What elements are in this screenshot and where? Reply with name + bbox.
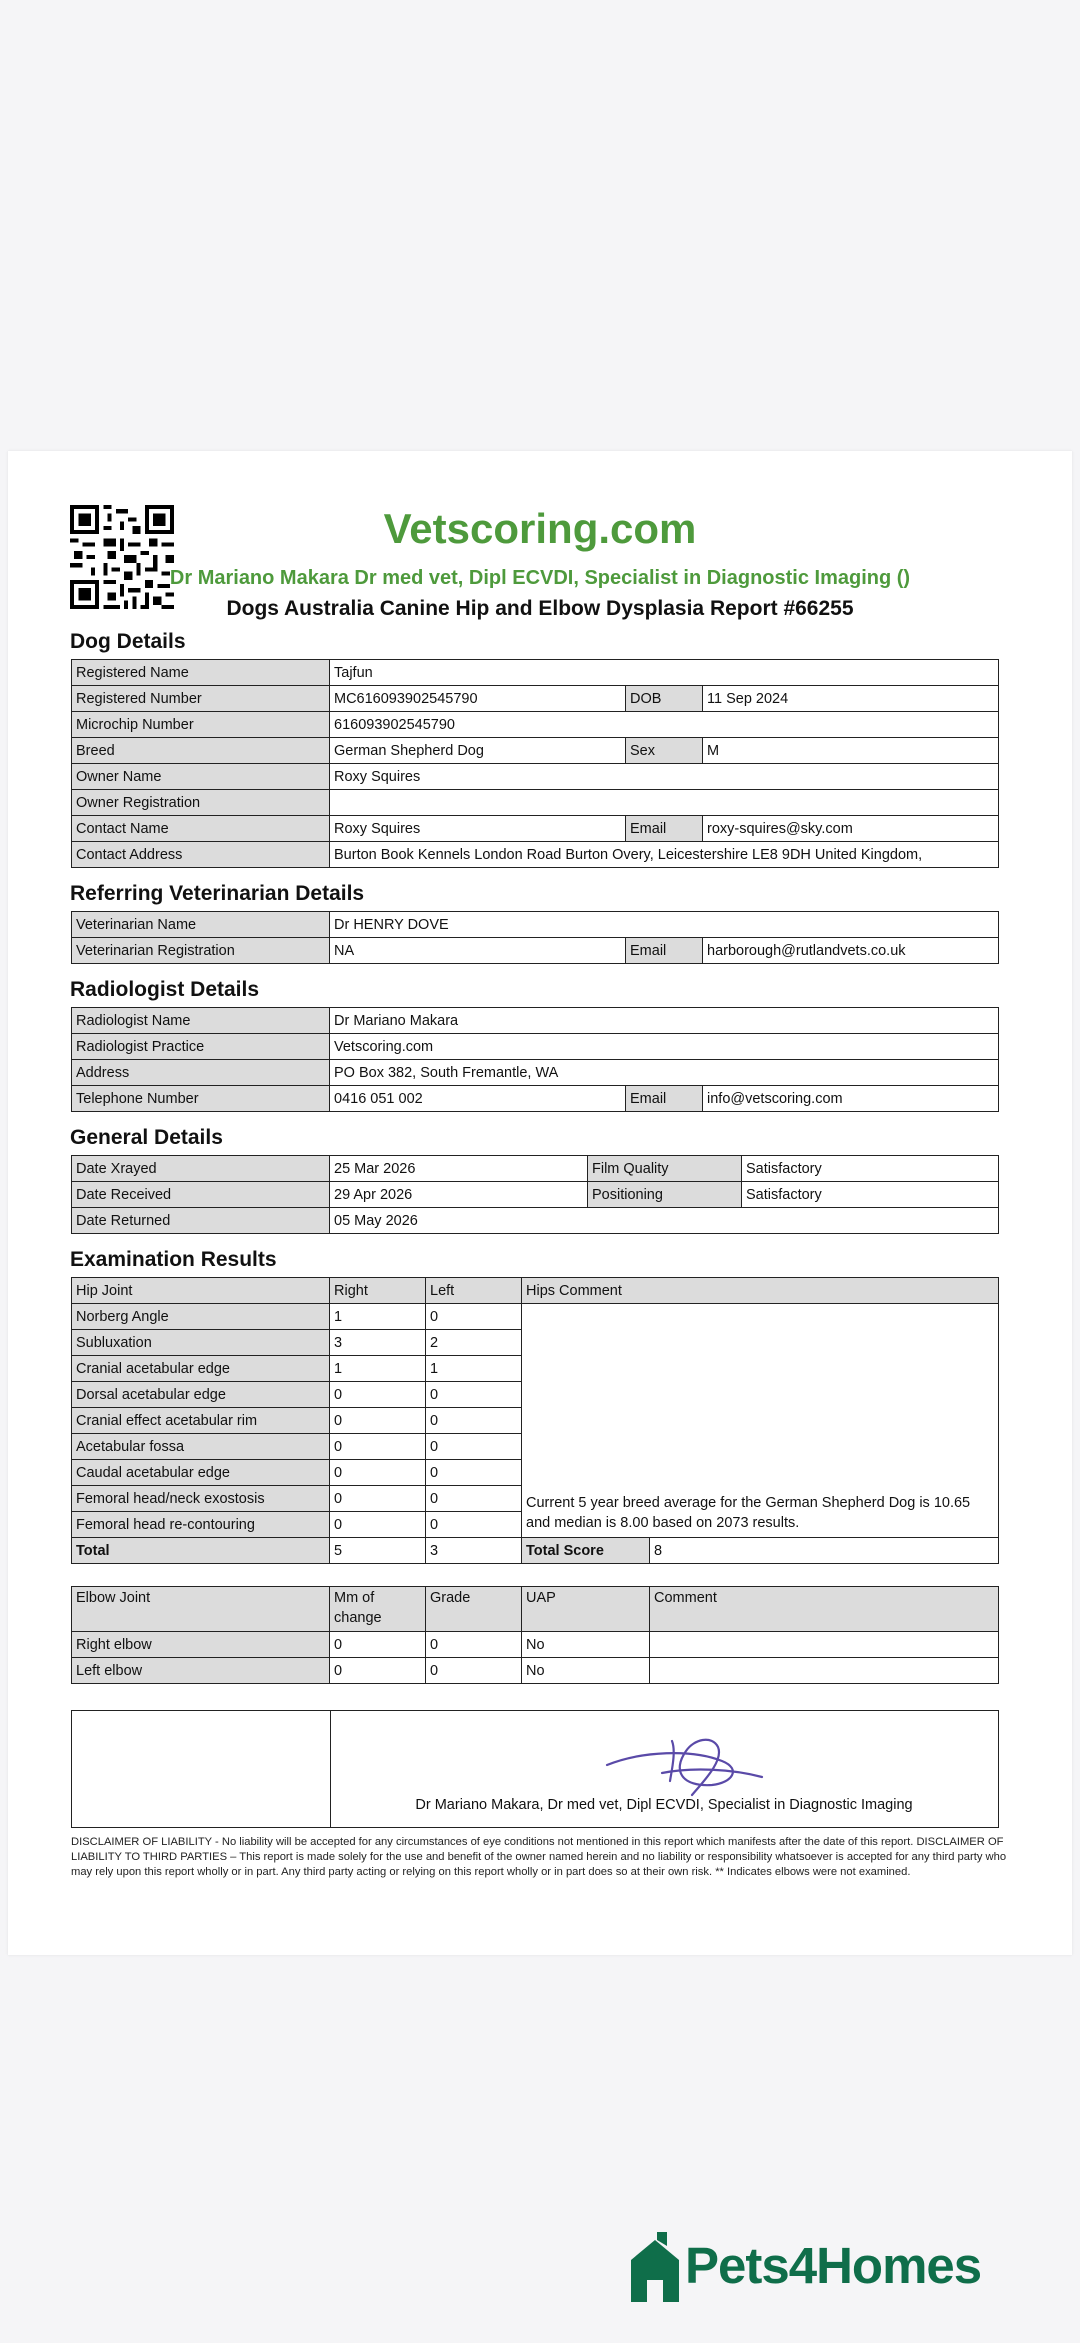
referring-vet-heading: Referring Veterinarian Details bbox=[70, 882, 365, 905]
sex-label: Sex bbox=[626, 738, 703, 764]
right-elbow-grade: 0 bbox=[426, 1632, 522, 1658]
hip-row-label: Cranial acetabular edge bbox=[72, 1356, 330, 1382]
hip-row-right: 0 bbox=[330, 1382, 426, 1408]
exam-heading: Examination Results bbox=[70, 1248, 277, 1271]
hip-row-label: Acetabular fossa bbox=[72, 1434, 330, 1460]
owner-registration-value bbox=[330, 790, 999, 816]
microchip-value: 616093902545790 bbox=[330, 712, 999, 738]
hip-row-left: 0 bbox=[426, 1460, 522, 1486]
table-row bbox=[72, 790, 999, 816]
left-elbow-comment bbox=[650, 1658, 999, 1684]
table-row bbox=[72, 686, 999, 712]
hip-row-label: Norberg Angle bbox=[72, 1304, 330, 1330]
owner-registration-label: Owner Registration bbox=[72, 790, 330, 816]
breed-label: Breed bbox=[72, 738, 330, 764]
table-row bbox=[72, 764, 999, 790]
hip-row-right: 0 bbox=[330, 1512, 426, 1538]
film-quality-value: Satisfactory bbox=[742, 1156, 999, 1182]
mm-header-line1: Mm of bbox=[334, 1590, 375, 1606]
elbow-table bbox=[71, 1586, 999, 1684]
disclaimer-text: DISCLAIMER OF LIABILITY - No liability will be accepted for any circumstances of eye conditions not mentioned in this report which manifests after the date of this report. DISCLAIMER OF LIABILITY TO THIRD PARTIES – This report is made solely for the use and benefit of the owner named herein and no liability or responsibility whatsoever is accepted for any third party who may rely upon this report wholly or in part. Any third party acting or relying on this report wholly or in part does so at their own risk. ** Indicates elbows were not examined. bbox=[71, 1836, 1007, 1878]
contact-address-value: Burton Book Kennels London Road Burton Overy, Leicestershire LE8 9DH United Kingdom, bbox=[330, 842, 999, 868]
left-elbow-label: Left elbow bbox=[72, 1658, 330, 1684]
radiologist-email-label: Email bbox=[626, 1086, 703, 1112]
table-row bbox=[72, 1008, 999, 1034]
report-page bbox=[8, 451, 1072, 1955]
table-row bbox=[72, 1086, 999, 1112]
hip-joint-header: Hip Joint bbox=[72, 1278, 330, 1304]
total-left-value: 3 bbox=[426, 1538, 522, 1564]
date-xrayed-label: Date Xrayed bbox=[72, 1156, 330, 1182]
hip-row-right: 0 bbox=[330, 1408, 426, 1434]
vet-registration-value: NA bbox=[330, 938, 626, 964]
hip-row-label: Femoral head re-contouring bbox=[72, 1512, 330, 1538]
signature-icon bbox=[602, 1721, 772, 1801]
site-title: Vetscoring.com bbox=[383, 505, 697, 552]
date-received-label: Date Received bbox=[72, 1182, 330, 1208]
hip-row-label: Cranial effect acetabular rim bbox=[72, 1408, 330, 1434]
hip-row-left: 0 bbox=[426, 1408, 522, 1434]
referring-vet-table bbox=[71, 911, 999, 964]
left-elbow-uap: No bbox=[522, 1658, 650, 1684]
radiologist-table bbox=[71, 1007, 999, 1112]
microchip-label: Microchip Number bbox=[72, 712, 330, 738]
registered-number-value: MC616093902545790 bbox=[330, 686, 626, 712]
table-row bbox=[72, 660, 999, 686]
date-xrayed-value: 25 Mar 2026 bbox=[330, 1156, 588, 1182]
hip-row-label: Femoral head/neck exostosis bbox=[72, 1486, 330, 1512]
hip-row-left: 0 bbox=[426, 1512, 522, 1538]
table-row bbox=[72, 1034, 999, 1060]
pets4homes-logo bbox=[627, 2232, 1007, 2304]
registered-name-label: Registered Name bbox=[72, 660, 330, 686]
vet-name-label: Veterinarian Name bbox=[72, 912, 330, 938]
table-row bbox=[72, 1278, 999, 1304]
table-row bbox=[72, 1208, 999, 1234]
signature-box-left bbox=[72, 1711, 331, 1827]
date-returned-label: Date Returned bbox=[72, 1208, 330, 1234]
contact-name-value: Roxy Squires bbox=[330, 816, 626, 842]
hip-table bbox=[71, 1277, 999, 1564]
hip-row-label: Caudal acetabular edge bbox=[72, 1460, 330, 1486]
radiologist-name-value: Dr Mariano Makara bbox=[330, 1008, 999, 1034]
hip-row-right: 0 bbox=[330, 1486, 426, 1512]
contact-name-label: Contact Name bbox=[72, 816, 330, 842]
table-row bbox=[72, 1304, 999, 1330]
dob-label: DOB bbox=[626, 686, 703, 712]
total-score-label: Total Score bbox=[522, 1538, 650, 1564]
dog-details-heading: Dog Details bbox=[70, 630, 186, 653]
radiologist-heading: Radiologist Details bbox=[70, 978, 260, 1001]
pets4homes-logo-icon bbox=[627, 2232, 683, 2302]
address-value: PO Box 382, South Fremantle, WA bbox=[330, 1060, 999, 1086]
table-row bbox=[72, 842, 999, 868]
positioning-label: Positioning bbox=[588, 1182, 742, 1208]
left-elbow-grade: 0 bbox=[426, 1658, 522, 1684]
owner-name-value: Roxy Squires bbox=[330, 764, 999, 790]
signature-box bbox=[71, 1710, 999, 1828]
signatory-text: Dr Mariano Makara, Dr med vet, Dipl ECVDI, Specialist in Diagnostic Imaging bbox=[415, 1797, 913, 1813]
hips-comment-cell bbox=[522, 1304, 999, 1538]
left-elbow-mm: 0 bbox=[330, 1658, 426, 1684]
owner-name-label: Owner Name bbox=[72, 764, 330, 790]
table-row bbox=[72, 912, 999, 938]
radiologist-name-label: Radiologist Name bbox=[72, 1008, 330, 1034]
table-row bbox=[72, 738, 999, 764]
total-score-value: 8 bbox=[650, 1538, 999, 1564]
hip-row-left: 0 bbox=[426, 1486, 522, 1512]
hip-row-right: 0 bbox=[330, 1460, 426, 1486]
radiologist-practice-value: Vetscoring.com bbox=[330, 1034, 999, 1060]
hip-row-right: 1 bbox=[330, 1356, 426, 1382]
dob-value: 11 Sep 2024 bbox=[703, 686, 999, 712]
general-details-table bbox=[71, 1155, 999, 1234]
mm-header-line2: change bbox=[334, 1610, 382, 1626]
vet-name-value: Dr HENRY DOVE bbox=[330, 912, 999, 938]
mm-change-header bbox=[330, 1587, 426, 1632]
table-row bbox=[72, 1060, 999, 1086]
date-returned-value: 05 May 2026 bbox=[330, 1208, 999, 1234]
hip-row-left: 0 bbox=[426, 1382, 522, 1408]
elbow-joint-header: Elbow Joint bbox=[72, 1587, 330, 1632]
dog-details-table bbox=[71, 659, 999, 868]
sex-value: M bbox=[703, 738, 999, 764]
grade-header: Grade bbox=[426, 1587, 522, 1632]
hip-row-label: Subluxation bbox=[72, 1330, 330, 1356]
telephone-value: 0416 051 002 bbox=[330, 1086, 626, 1112]
contact-address-label: Contact Address bbox=[72, 842, 330, 868]
vet-email-label: Email bbox=[626, 938, 703, 964]
right-elbow-mm: 0 bbox=[330, 1632, 426, 1658]
table-row bbox=[72, 938, 999, 964]
report-title: Dogs Australia Canine Hip and Elbow Dysplasia Report #66255 bbox=[226, 597, 854, 620]
hip-row-left: 2 bbox=[426, 1330, 522, 1356]
hip-row-right: 1 bbox=[330, 1304, 426, 1330]
registered-name-value: Tajfun bbox=[330, 660, 999, 686]
general-details-heading: General Details bbox=[70, 1126, 223, 1149]
uap-header: UAP bbox=[522, 1587, 650, 1632]
comment-header: Comment bbox=[650, 1587, 999, 1632]
total-right-value: 5 bbox=[330, 1538, 426, 1564]
right-elbow-comment bbox=[650, 1632, 999, 1658]
right-elbow-uap: No bbox=[522, 1632, 650, 1658]
hips-comment-line2: and median is 8.00 based on 2073 results. bbox=[526, 1515, 800, 1531]
table-row bbox=[72, 1632, 999, 1658]
radiologist-practice-label: Radiologist Practice bbox=[72, 1034, 330, 1060]
table-row bbox=[72, 1156, 999, 1182]
hip-row-left: 0 bbox=[426, 1304, 522, 1330]
left-header: Left bbox=[426, 1278, 522, 1304]
hip-row-left: 1 bbox=[426, 1356, 522, 1382]
hip-row-label: Dorsal acetabular edge bbox=[72, 1382, 330, 1408]
vet-registration-label: Veterinarian Registration bbox=[72, 938, 330, 964]
table-row bbox=[72, 1538, 999, 1564]
pets4homes-wordmark: Pets4Homes bbox=[685, 2237, 982, 2294]
table-row bbox=[72, 712, 999, 738]
table-row bbox=[72, 1587, 999, 1632]
table-row bbox=[72, 1182, 999, 1208]
address-label: Address bbox=[72, 1060, 330, 1086]
registered-number-label: Registered Number bbox=[72, 686, 330, 712]
breed-value: German Shepherd Dog bbox=[330, 738, 626, 764]
vet-email-value: harborough@rutlandvets.co.uk bbox=[703, 938, 999, 964]
radiologist-subtitle: Dr Mariano Makara Dr med vet, Dipl ECVDI, Specialist in Diagnostic Imaging () bbox=[169, 567, 911, 589]
hip-row-right: 0 bbox=[330, 1434, 426, 1460]
hip-row-right: 3 bbox=[330, 1330, 426, 1356]
contact-email-value: roxy-squires@sky.com bbox=[703, 816, 999, 842]
total-label: Total bbox=[72, 1538, 330, 1564]
date-received-value: 29 Apr 2026 bbox=[330, 1182, 588, 1208]
film-quality-label: Film Quality bbox=[588, 1156, 742, 1182]
table-row bbox=[72, 816, 999, 842]
hips-comment-header: Hips Comment bbox=[522, 1278, 999, 1304]
radiologist-email-value: info@vetscoring.com bbox=[703, 1086, 999, 1112]
hip-row-left: 0 bbox=[426, 1434, 522, 1460]
contact-email-label: Email bbox=[626, 816, 703, 842]
right-elbow-label: Right elbow bbox=[72, 1632, 330, 1658]
hips-comment-line1: Current 5 year breed average for the German Shepherd Dog is 10.65 bbox=[526, 1495, 971, 1511]
table-row bbox=[72, 1658, 999, 1684]
telephone-label: Telephone Number bbox=[72, 1086, 330, 1112]
positioning-value: Satisfactory bbox=[742, 1182, 999, 1208]
right-header: Right bbox=[330, 1278, 426, 1304]
